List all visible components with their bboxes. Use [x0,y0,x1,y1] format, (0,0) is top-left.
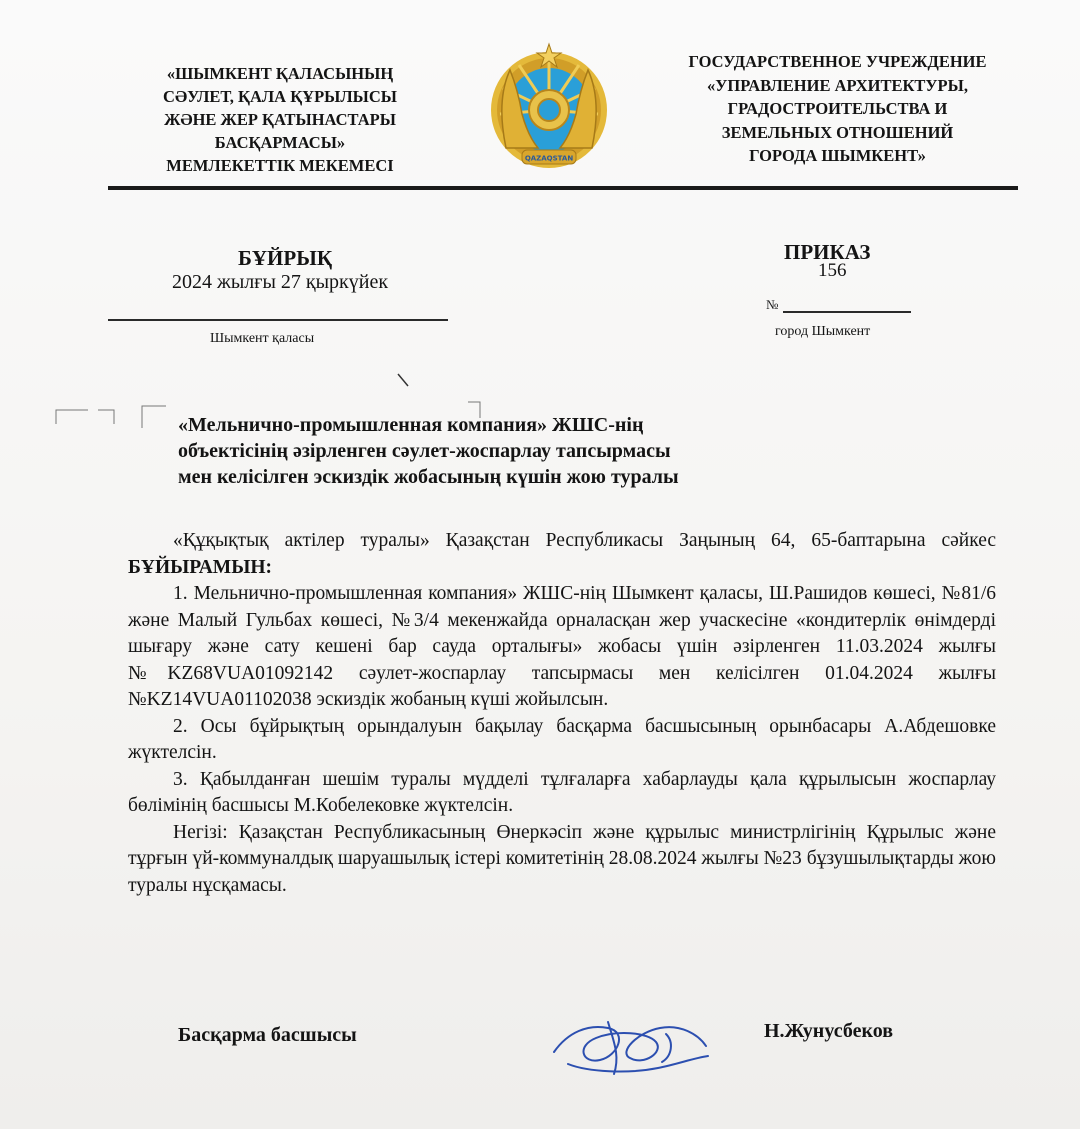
header-kz-line: «ШЫМКЕНТ ҚАЛАСЫНЫҢ [166,64,394,83]
order-date: 2024 жылғы 27 қыркүйек [172,271,389,293]
subject-line: «Мельнично-промышленная компания» ЖШС-нің [178,414,644,436]
header-kz-line: СӘУЛЕТ, ҚАЛА ҚҰРЫЛЫСЫ [163,87,397,106]
header-ru-line: ЗЕМЕЛЬНЫХ ОТНОШЕНИЙ [721,122,954,142]
clause-3: 3. Қабылданған шешім туралы мүдделі тұлғаларға хабарлауды қала құрылысын жоспарлау бөлімінің басшысы М.Кобелековке жүктелсін. [128,768,996,816]
city-kz: Шымкент қаласы [210,331,315,346]
signatory-name: Н.Жунусбеков [764,1020,894,1042]
state-emblem-icon [488,40,610,180]
header-kz-line: БАСҚАРМАСЫ» [214,133,346,152]
clause-1: 1. Мельнично-промышленная компания» ЖШС-нің Шымкент қаласы, Ш.Рашидов көшесі, №81/6 және Малый Гульбах көшесі, №3/4 мекенжайда орналасқан жер учаскесіне «кондитерлік өнімдерді шығару және сату кешені бар сауда орталығы» жобасы үшін әзірленген 11.03.2024 жылғы №KZ68VUA01092142 сәулет-жоспарлау тапсырмасы мен келісілген 01.04.2024 жылғы №KZ14VUA01102038 эскиздік жобаның күші жойылсын. [128,583,996,710]
header-ru-line: «УПРАВЛЕНИЕ АРХИТЕКТУРЫ, [707,75,968,95]
header-ru-line: ГОСУДАРСТВЕННОЕ УЧРЕЖДЕНИЕ [688,52,987,71]
scan-mark [98,410,114,424]
intro-bold: БҰЙЫРАМЫН: [128,556,273,578]
header-divider [108,186,1018,190]
order-body [128,528,996,899]
header-ru-line: ГРАДОСТРОИТЕЛЬСТВА И [727,99,948,118]
scan-mark [398,374,408,386]
subject-line: мен келісілген эскиздік жобасының күшін жою туралы [178,466,679,488]
clause-2: 2. Осы бұйрықтың орындалуын бақылау басқарма басшысының орынбасары А.Абдешовке жүктелсін. [128,715,996,763]
header-ru-line: ГОРОДА ШЫМКЕНТ» [749,146,926,165]
emblem-text: QAZAQSTAN [524,154,574,163]
scan-mark [56,410,88,424]
order-number-label: № [766,297,779,312]
order-subject [178,412,858,490]
scan-mark [142,406,166,428]
header-russian [660,50,1015,168]
number-underline [783,311,911,313]
order-number: 156 [818,260,847,281]
handwritten-signature-icon [548,1012,718,1082]
signatory-position: Басқарма басшысы [178,1024,357,1046]
header-kz-line: ЖӘНЕ ЖЕР ҚАТЫНАСТАРЫ [164,110,396,129]
subject-line: объектісінің әзірленген сәулет-жоспарлау тапсырмасы [178,440,671,462]
intro-text: «Құқықтық актілер туралы» Қазақстан Республикасы Заңының 64, 65-баптарына сәйкес [173,530,996,551]
intro-paragraph [128,528,996,581]
city-ru: город Шымкент [775,324,871,339]
date-underline [108,319,448,321]
order-title-ru: ПРИКАЗ [784,240,871,264]
order-title-kz: БҰЙРЫҚ [238,246,333,270]
header-kazakh [135,62,425,177]
header-kz-line: МЕМЛЕКЕТТІК МЕКЕМЕСІ [166,156,394,175]
basis-paragraph: Негізі: Қазақстан Республикасының Өнеркәсіп және құрылыс министрлігінің Құрылыс және тұрғын үй-коммуналдық шаруашылық істері комитетінің 28.08.2024 жылғы №23 бұзушылықтарды жою туралы нұсқамасы. [128,821,996,896]
